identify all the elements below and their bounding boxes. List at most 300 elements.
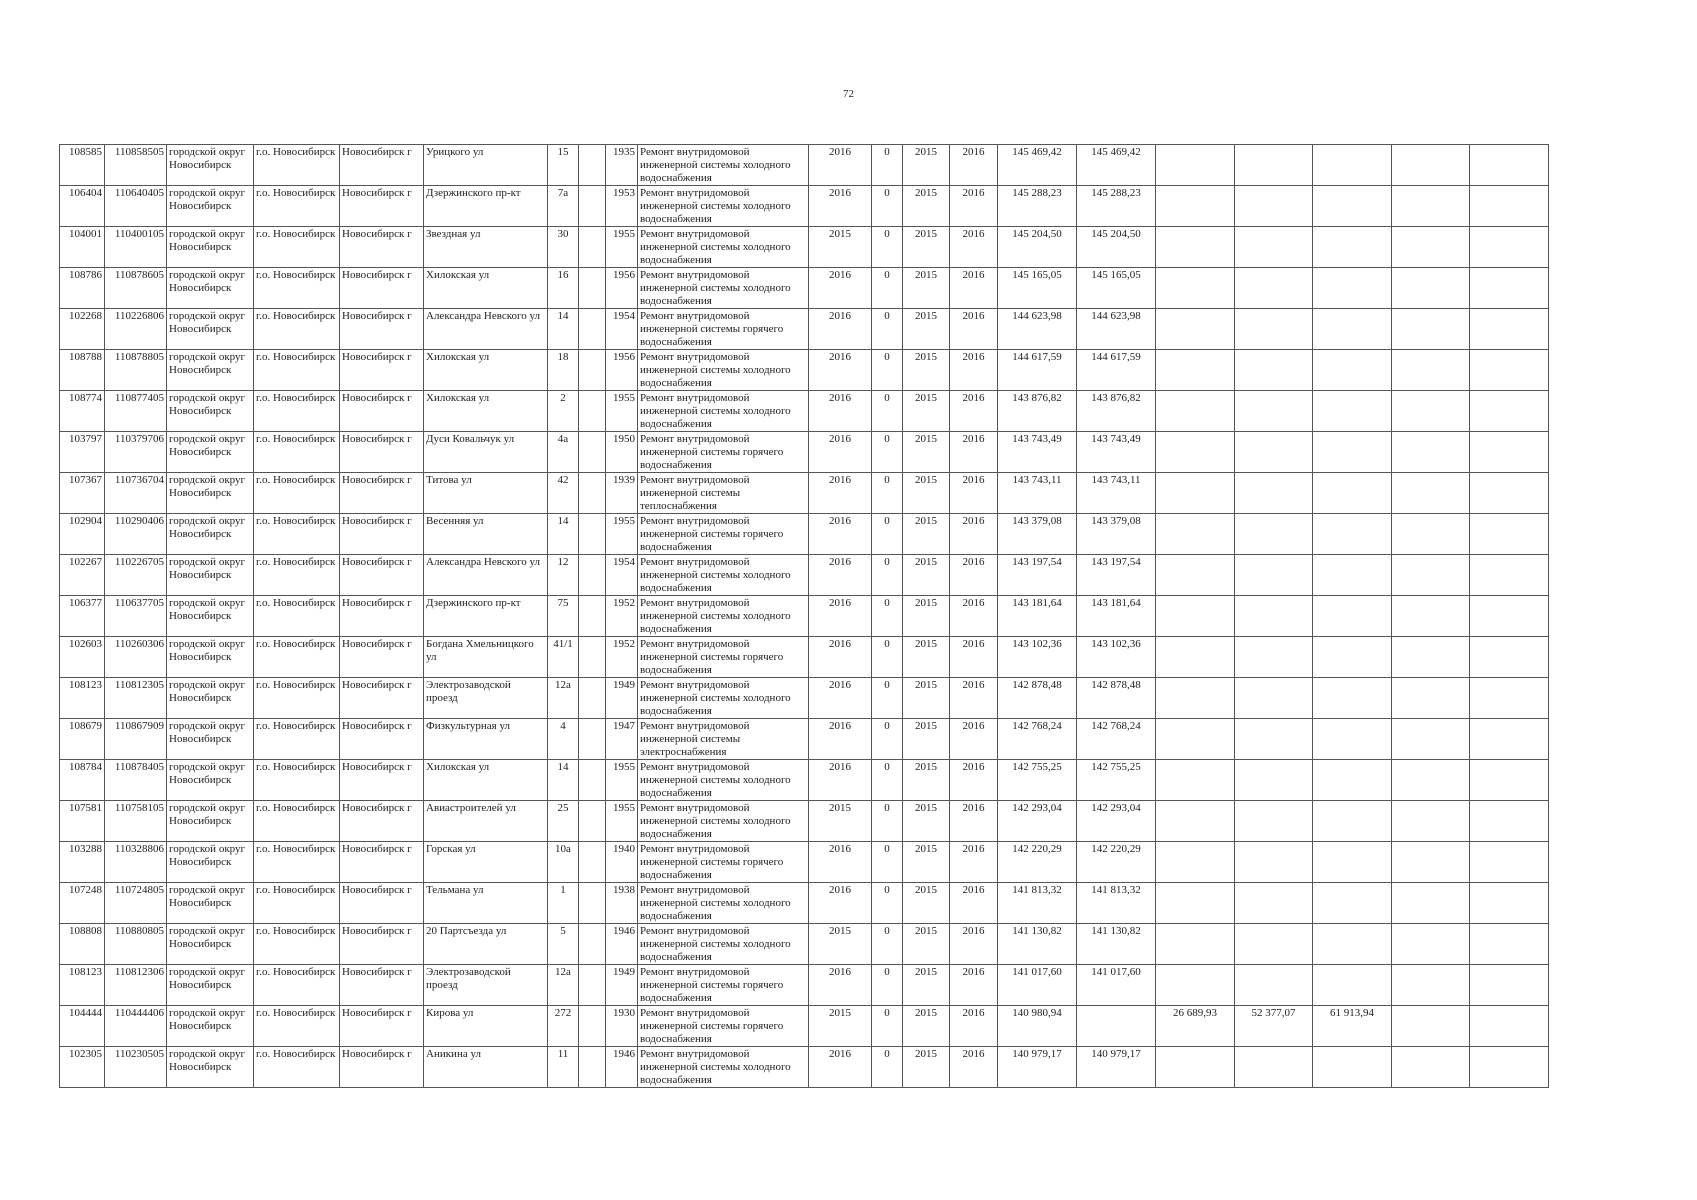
flag-cell: 0 [872,268,903,309]
total-cost-cell: 144 617,59 [998,350,1077,391]
amount-cell-5 [1470,555,1549,596]
street-cell: Электрозаводской проезд [424,678,548,719]
table-row [60,883,1549,924]
house-id-cell: 107581 [60,801,105,842]
building-cell [579,268,606,309]
end-year-cell: 2016 [950,391,998,432]
locality-cell: Новосибирск г [340,596,424,637]
start-year-cell: 2015 [903,555,950,596]
amount-cell-2 [1235,268,1313,309]
street-cell: Александра Невского ул [424,309,548,350]
building-cell [579,555,606,596]
start-year-cell: 2015 [903,801,950,842]
table-row [60,842,1549,883]
amount-cell-2 [1235,432,1313,473]
construction-year-cell: 1939 [606,473,638,514]
amount-cell-2 [1235,227,1313,268]
urban-district-cell: г.о. Новосибирск [254,924,340,965]
total-cost-cell: 141 017,60 [998,965,1077,1006]
building-cell [579,227,606,268]
flag-cell: 0 [872,637,903,678]
street-cell: Аникина ул [424,1047,548,1088]
work-id-cell: 110640405 [105,186,167,227]
regional-fund-cost-cell: 144 623,98 [1077,309,1156,350]
start-year-cell: 2015 [903,309,950,350]
regional-fund-cost-cell: 143 379,08 [1077,514,1156,555]
house-id-cell: 106377 [60,596,105,637]
total-cost-cell: 142 755,25 [998,760,1077,801]
end-year-cell: 2016 [950,186,998,227]
amount-cell-1 [1156,760,1235,801]
locality-cell: Новосибирск г [340,637,424,678]
construction-year-cell: 1955 [606,391,638,432]
amount-cell-1 [1156,514,1235,555]
end-year-cell: 2016 [950,801,998,842]
amount-cell-4 [1392,473,1470,514]
flag-cell: 0 [872,350,903,391]
street-cell: Урицкого ул [424,145,548,186]
work-type-cell: Ремонт внутридомовой инженерной системы холодного водоснабжения [638,678,809,719]
urban-district-cell: г.о. Новосибирск [254,309,340,350]
amount-cell-1 [1156,186,1235,227]
construction-year-cell: 1954 [606,309,638,350]
plan-year-cell: 2016 [809,596,872,637]
municipality-cell: городской округ Новосибирск [167,883,254,924]
construction-year-cell: 1935 [606,145,638,186]
building-cell [579,1006,606,1047]
total-cost-cell: 140 979,17 [998,1047,1077,1088]
house-number-cell: 7а [548,186,579,227]
locality-cell: Новосибирск г [340,227,424,268]
amount-cell-5 [1470,145,1549,186]
flag-cell: 0 [872,432,903,473]
house-number-cell: 14 [548,514,579,555]
amount-cell-1 [1156,719,1235,760]
work-id-cell: 110758105 [105,801,167,842]
house-number-cell: 12 [548,555,579,596]
table-row [60,268,1549,309]
regional-fund-cost-cell: 143 102,36 [1077,637,1156,678]
plan-year-cell: 2016 [809,883,872,924]
flag-cell: 0 [872,1006,903,1047]
regional-fund-cost-cell: 141 813,32 [1077,883,1156,924]
amount-cell-5 [1470,801,1549,842]
total-cost-cell: 141 813,32 [998,883,1077,924]
work-type-cell: Ремонт внутридомовой инженерной системы холодного водоснабжения [638,268,809,309]
urban-district-cell: г.о. Новосибирск [254,227,340,268]
work-id-cell: 110867909 [105,719,167,760]
building-cell [579,719,606,760]
amount-cell-4 [1392,268,1470,309]
municipality-cell: городской округ Новосибирск [167,760,254,801]
locality-cell: Новосибирск г [340,719,424,760]
table-row [60,186,1549,227]
start-year-cell: 2015 [903,391,950,432]
total-cost-cell: 143 181,64 [998,596,1077,637]
amount-cell-2 [1235,145,1313,186]
street-cell: Хилокская ул [424,760,548,801]
house-id-cell: 103288 [60,842,105,883]
amount-cell-2 [1235,760,1313,801]
house-id-cell: 108679 [60,719,105,760]
amount-cell-1 [1156,1047,1235,1088]
flag-cell: 0 [872,842,903,883]
amount-cell-4 [1392,965,1470,1006]
plan-year-cell: 2016 [809,678,872,719]
amount-cell-3 [1313,350,1392,391]
house-number-cell: 18 [548,350,579,391]
plan-year-cell: 2016 [809,432,872,473]
locality-cell: Новосибирск г [340,514,424,555]
amount-cell-1 [1156,637,1235,678]
table-row [60,391,1549,432]
municipality-cell: городской округ Новосибирск [167,842,254,883]
construction-year-cell: 1949 [606,965,638,1006]
municipality-cell: городской округ Новосибирск [167,965,254,1006]
amount-cell-1 [1156,432,1235,473]
table-row [60,1047,1549,1088]
amount-cell-2 [1235,842,1313,883]
urban-district-cell: г.о. Новосибирск [254,432,340,473]
municipality-cell: городской округ Новосибирск [167,637,254,678]
start-year-cell: 2015 [903,637,950,678]
end-year-cell: 2016 [950,1006,998,1047]
flag-cell: 0 [872,1047,903,1088]
house-number-cell: 5 [548,924,579,965]
flag-cell: 0 [872,883,903,924]
flag-cell: 0 [872,555,903,596]
amount-cell-4 [1392,432,1470,473]
street-cell: Хилокская ул [424,391,548,432]
house-number-cell: 272 [548,1006,579,1047]
table-row [60,555,1549,596]
regional-fund-cost-cell: 145 288,23 [1077,186,1156,227]
plan-year-cell: 2015 [809,924,872,965]
house-id-cell: 108784 [60,760,105,801]
locality-cell: Новосибирск г [340,965,424,1006]
urban-district-cell: г.о. Новосибирск [254,760,340,801]
amount-cell-2 [1235,309,1313,350]
end-year-cell: 2016 [950,965,998,1006]
municipality-cell: городской округ Новосибирск [167,596,254,637]
urban-district-cell: г.о. Новосибирск [254,965,340,1006]
construction-year-cell: 1953 [606,186,638,227]
start-year-cell: 2015 [903,1047,950,1088]
work-type-cell: Ремонт внутридомовой инженерной системы теплоснабжения [638,473,809,514]
municipality-cell: городской округ Новосибирск [167,309,254,350]
start-year-cell: 2015 [903,924,950,965]
work-id-cell: 110878805 [105,350,167,391]
amount-cell-5 [1470,514,1549,555]
urban-district-cell: г.о. Новосибирск [254,883,340,924]
amount-cell-4 [1392,1047,1470,1088]
house-id-cell: 102305 [60,1047,105,1088]
regional-fund-cost-cell: 143 181,64 [1077,596,1156,637]
work-id-cell: 110444406 [105,1006,167,1047]
urban-district-cell: г.о. Новосибирск [254,186,340,227]
start-year-cell: 2015 [903,965,950,1006]
municipality-cell: городской округ Новосибирск [167,719,254,760]
amount-cell-2 [1235,555,1313,596]
amount-cell-3 [1313,391,1392,432]
urban-district-cell: г.о. Новосибирск [254,268,340,309]
work-type-cell: Ремонт внутридомовой инженерной системы холодного водоснабжения [638,883,809,924]
end-year-cell: 2016 [950,678,998,719]
amount-cell-4 [1392,842,1470,883]
amount-cell-3 [1313,432,1392,473]
flag-cell: 0 [872,801,903,842]
page-number: 72 [843,88,854,100]
amount-cell-3 [1313,801,1392,842]
amount-cell-4 [1392,924,1470,965]
street-cell: Электрозаводской проезд [424,965,548,1006]
construction-year-cell: 1954 [606,555,638,596]
amount-cell-1 [1156,678,1235,719]
street-cell: Богдана Хмельницкого ул [424,637,548,678]
start-year-cell: 2015 [903,596,950,637]
locality-cell: Новосибирск г [340,473,424,514]
locality-cell: Новосибирск г [340,678,424,719]
house-number-cell: 25 [548,801,579,842]
work-id-cell: 110878405 [105,760,167,801]
municipality-cell: городской округ Новосибирск [167,924,254,965]
house-id-cell: 103797 [60,432,105,473]
start-year-cell: 2015 [903,268,950,309]
municipality-cell: городской округ Новосибирск [167,227,254,268]
amount-cell-3 [1313,760,1392,801]
flag-cell: 0 [872,678,903,719]
building-cell [579,596,606,637]
table-body [60,145,1549,1088]
start-year-cell: 2015 [903,432,950,473]
end-year-cell: 2016 [950,473,998,514]
table-row [60,514,1549,555]
building-cell [579,760,606,801]
work-type-cell: Ремонт внутридомовой инженерной системы холодного водоснабжения [638,760,809,801]
flag-cell: 0 [872,924,903,965]
work-id-cell: 110878605 [105,268,167,309]
house-id-cell: 102267 [60,555,105,596]
amount-cell-1 [1156,145,1235,186]
street-cell: Дзержинского пр-кт [424,186,548,227]
urban-district-cell: г.о. Новосибирск [254,514,340,555]
construction-year-cell: 1956 [606,350,638,391]
work-id-cell: 110230505 [105,1047,167,1088]
amount-cell-5 [1470,268,1549,309]
amount-cell-5 [1470,1006,1549,1047]
locality-cell: Новосибирск г [340,555,424,596]
start-year-cell: 2015 [903,350,950,391]
regional-fund-cost-cell: 142 220,29 [1077,842,1156,883]
locality-cell: Новосибирск г [340,924,424,965]
house-id-cell: 108808 [60,924,105,965]
municipality-cell: городской округ Новосибирск [167,186,254,227]
end-year-cell: 2016 [950,268,998,309]
amount-cell-3 [1313,596,1392,637]
start-year-cell: 2015 [903,842,950,883]
plan-year-cell: 2016 [809,637,872,678]
street-cell: Кирова ул [424,1006,548,1047]
table-row [60,719,1549,760]
amount-cell-3 [1313,186,1392,227]
work-type-cell: Ремонт внутридомовой инженерной системы электроснабжения [638,719,809,760]
urban-district-cell: г.о. Новосибирск [254,842,340,883]
construction-year-cell: 1955 [606,227,638,268]
amount-cell-4 [1392,227,1470,268]
amount-cell-1 [1156,350,1235,391]
street-cell: Горская ул [424,842,548,883]
construction-year-cell: 1946 [606,924,638,965]
end-year-cell: 2016 [950,514,998,555]
urban-district-cell: г.о. Новосибирск [254,678,340,719]
amount-cell-1 [1156,473,1235,514]
house-id-cell: 107248 [60,883,105,924]
building-cell [579,924,606,965]
amount-cell-2: 52 377,07 [1235,1006,1313,1047]
amount-cell-5 [1470,678,1549,719]
amount-cell-4 [1392,883,1470,924]
street-cell: Хилокская ул [424,350,548,391]
municipality-cell: городской округ Новосибирск [167,1006,254,1047]
house-number-cell: 2 [548,391,579,432]
work-id-cell: 110379706 [105,432,167,473]
building-cell [579,514,606,555]
regional-fund-cost-cell [1077,1006,1156,1047]
urban-district-cell: г.о. Новосибирск [254,473,340,514]
work-type-cell: Ремонт внутридомовой инженерной системы горячего водоснабжения [638,309,809,350]
locality-cell: Новосибирск г [340,801,424,842]
work-id-cell: 110812306 [105,965,167,1006]
street-cell: Дзержинского пр-кт [424,596,548,637]
house-id-cell: 108123 [60,678,105,719]
end-year-cell: 2016 [950,555,998,596]
start-year-cell: 2015 [903,145,950,186]
amount-cell-3 [1313,883,1392,924]
locality-cell: Новосибирск г [340,186,424,227]
total-cost-cell: 142 220,29 [998,842,1077,883]
amount-cell-4 [1392,801,1470,842]
house-number-cell: 4 [548,719,579,760]
house-number-cell: 1 [548,883,579,924]
amount-cell-2 [1235,596,1313,637]
amount-cell-2 [1235,1047,1313,1088]
urban-district-cell: г.о. Новосибирск [254,1006,340,1047]
street-cell: 20 Партсъезда ул [424,924,548,965]
house-id-cell: 102268 [60,309,105,350]
construction-year-cell: 1946 [606,1047,638,1088]
work-type-cell: Ремонт внутридомовой инженерной системы горячего водоснабжения [638,514,809,555]
regional-fund-cost-cell: 145 165,05 [1077,268,1156,309]
start-year-cell: 2015 [903,473,950,514]
table-row [60,678,1549,719]
table-row [60,473,1549,514]
total-cost-cell: 140 980,94 [998,1006,1077,1047]
table-row [60,596,1549,637]
work-id-cell: 110260306 [105,637,167,678]
amount-cell-1 [1156,596,1235,637]
work-id-cell: 110724805 [105,883,167,924]
work-id-cell: 110877405 [105,391,167,432]
work-id-cell: 110226806 [105,309,167,350]
construction-year-cell: 1938 [606,883,638,924]
building-cell [579,350,606,391]
house-number-cell: 10а [548,842,579,883]
work-type-cell: Ремонт внутридомовой инженерной системы горячего водоснабжения [638,637,809,678]
construction-year-cell: 1940 [606,842,638,883]
house-id-cell: 107367 [60,473,105,514]
amount-cell-4 [1392,391,1470,432]
end-year-cell: 2016 [950,596,998,637]
table-row [60,432,1549,473]
municipality-cell: городской округ Новосибирск [167,145,254,186]
municipality-cell: городской округ Новосибирск [167,432,254,473]
locality-cell: Новосибирск г [340,883,424,924]
amount-cell-1: 26 689,93 [1156,1006,1235,1047]
locality-cell: Новосибирск г [340,391,424,432]
amount-cell-1 [1156,309,1235,350]
amount-cell-3 [1313,678,1392,719]
house-id-cell: 104001 [60,227,105,268]
amount-cell-4 [1392,514,1470,555]
amount-cell-5 [1470,965,1549,1006]
municipality-cell: городской округ Новосибирск [167,514,254,555]
amount-cell-5 [1470,596,1549,637]
house-number-cell: 12а [548,965,579,1006]
street-cell: Физкультурная ул [424,719,548,760]
work-type-cell: Ремонт внутридомовой инженерной системы холодного водоснабжения [638,186,809,227]
work-type-cell: Ремонт внутридомовой инженерной системы горячего водоснабжения [638,1006,809,1047]
work-type-cell: Ремонт внутридомовой инженерной системы холодного водоснабжения [638,801,809,842]
end-year-cell: 2016 [950,227,998,268]
municipality-cell: городской округ Новосибирск [167,473,254,514]
street-cell: Хилокская ул [424,268,548,309]
urban-district-cell: г.о. Новосибирск [254,145,340,186]
regional-fund-cost-cell: 143 743,11 [1077,473,1156,514]
municipality-cell: городской округ Новосибирск [167,801,254,842]
total-cost-cell: 143 379,08 [998,514,1077,555]
amount-cell-1 [1156,555,1235,596]
amount-cell-4 [1392,637,1470,678]
municipality-cell: городской округ Новосибирск [167,268,254,309]
construction-year-cell: 1955 [606,514,638,555]
building-cell [579,432,606,473]
plan-year-cell: 2016 [809,391,872,432]
building-cell [579,1047,606,1088]
work-type-cell: Ремонт внутридомовой инженерной системы холодного водоснабжения [638,1047,809,1088]
construction-year-cell: 1950 [606,432,638,473]
street-cell: Весенняя ул [424,514,548,555]
urban-district-cell: г.о. Новосибирск [254,719,340,760]
house-number-cell: 11 [548,1047,579,1088]
building-cell [579,842,606,883]
plan-year-cell: 2016 [809,350,872,391]
municipality-cell: городской округ Новосибирск [167,678,254,719]
plan-year-cell: 2016 [809,145,872,186]
building-cell [579,145,606,186]
flag-cell: 0 [872,145,903,186]
table-row [60,760,1549,801]
total-cost-cell: 145 469,42 [998,145,1077,186]
building-cell [579,883,606,924]
total-cost-cell: 142 293,04 [998,801,1077,842]
house-number-cell: 16 [548,268,579,309]
regional-fund-cost-cell: 142 768,24 [1077,719,1156,760]
table-row [60,145,1549,186]
urban-district-cell: г.о. Новосибирск [254,1047,340,1088]
house-id-cell: 102603 [60,637,105,678]
regional-fund-cost-cell: 142 293,04 [1077,801,1156,842]
start-year-cell: 2015 [903,719,950,760]
